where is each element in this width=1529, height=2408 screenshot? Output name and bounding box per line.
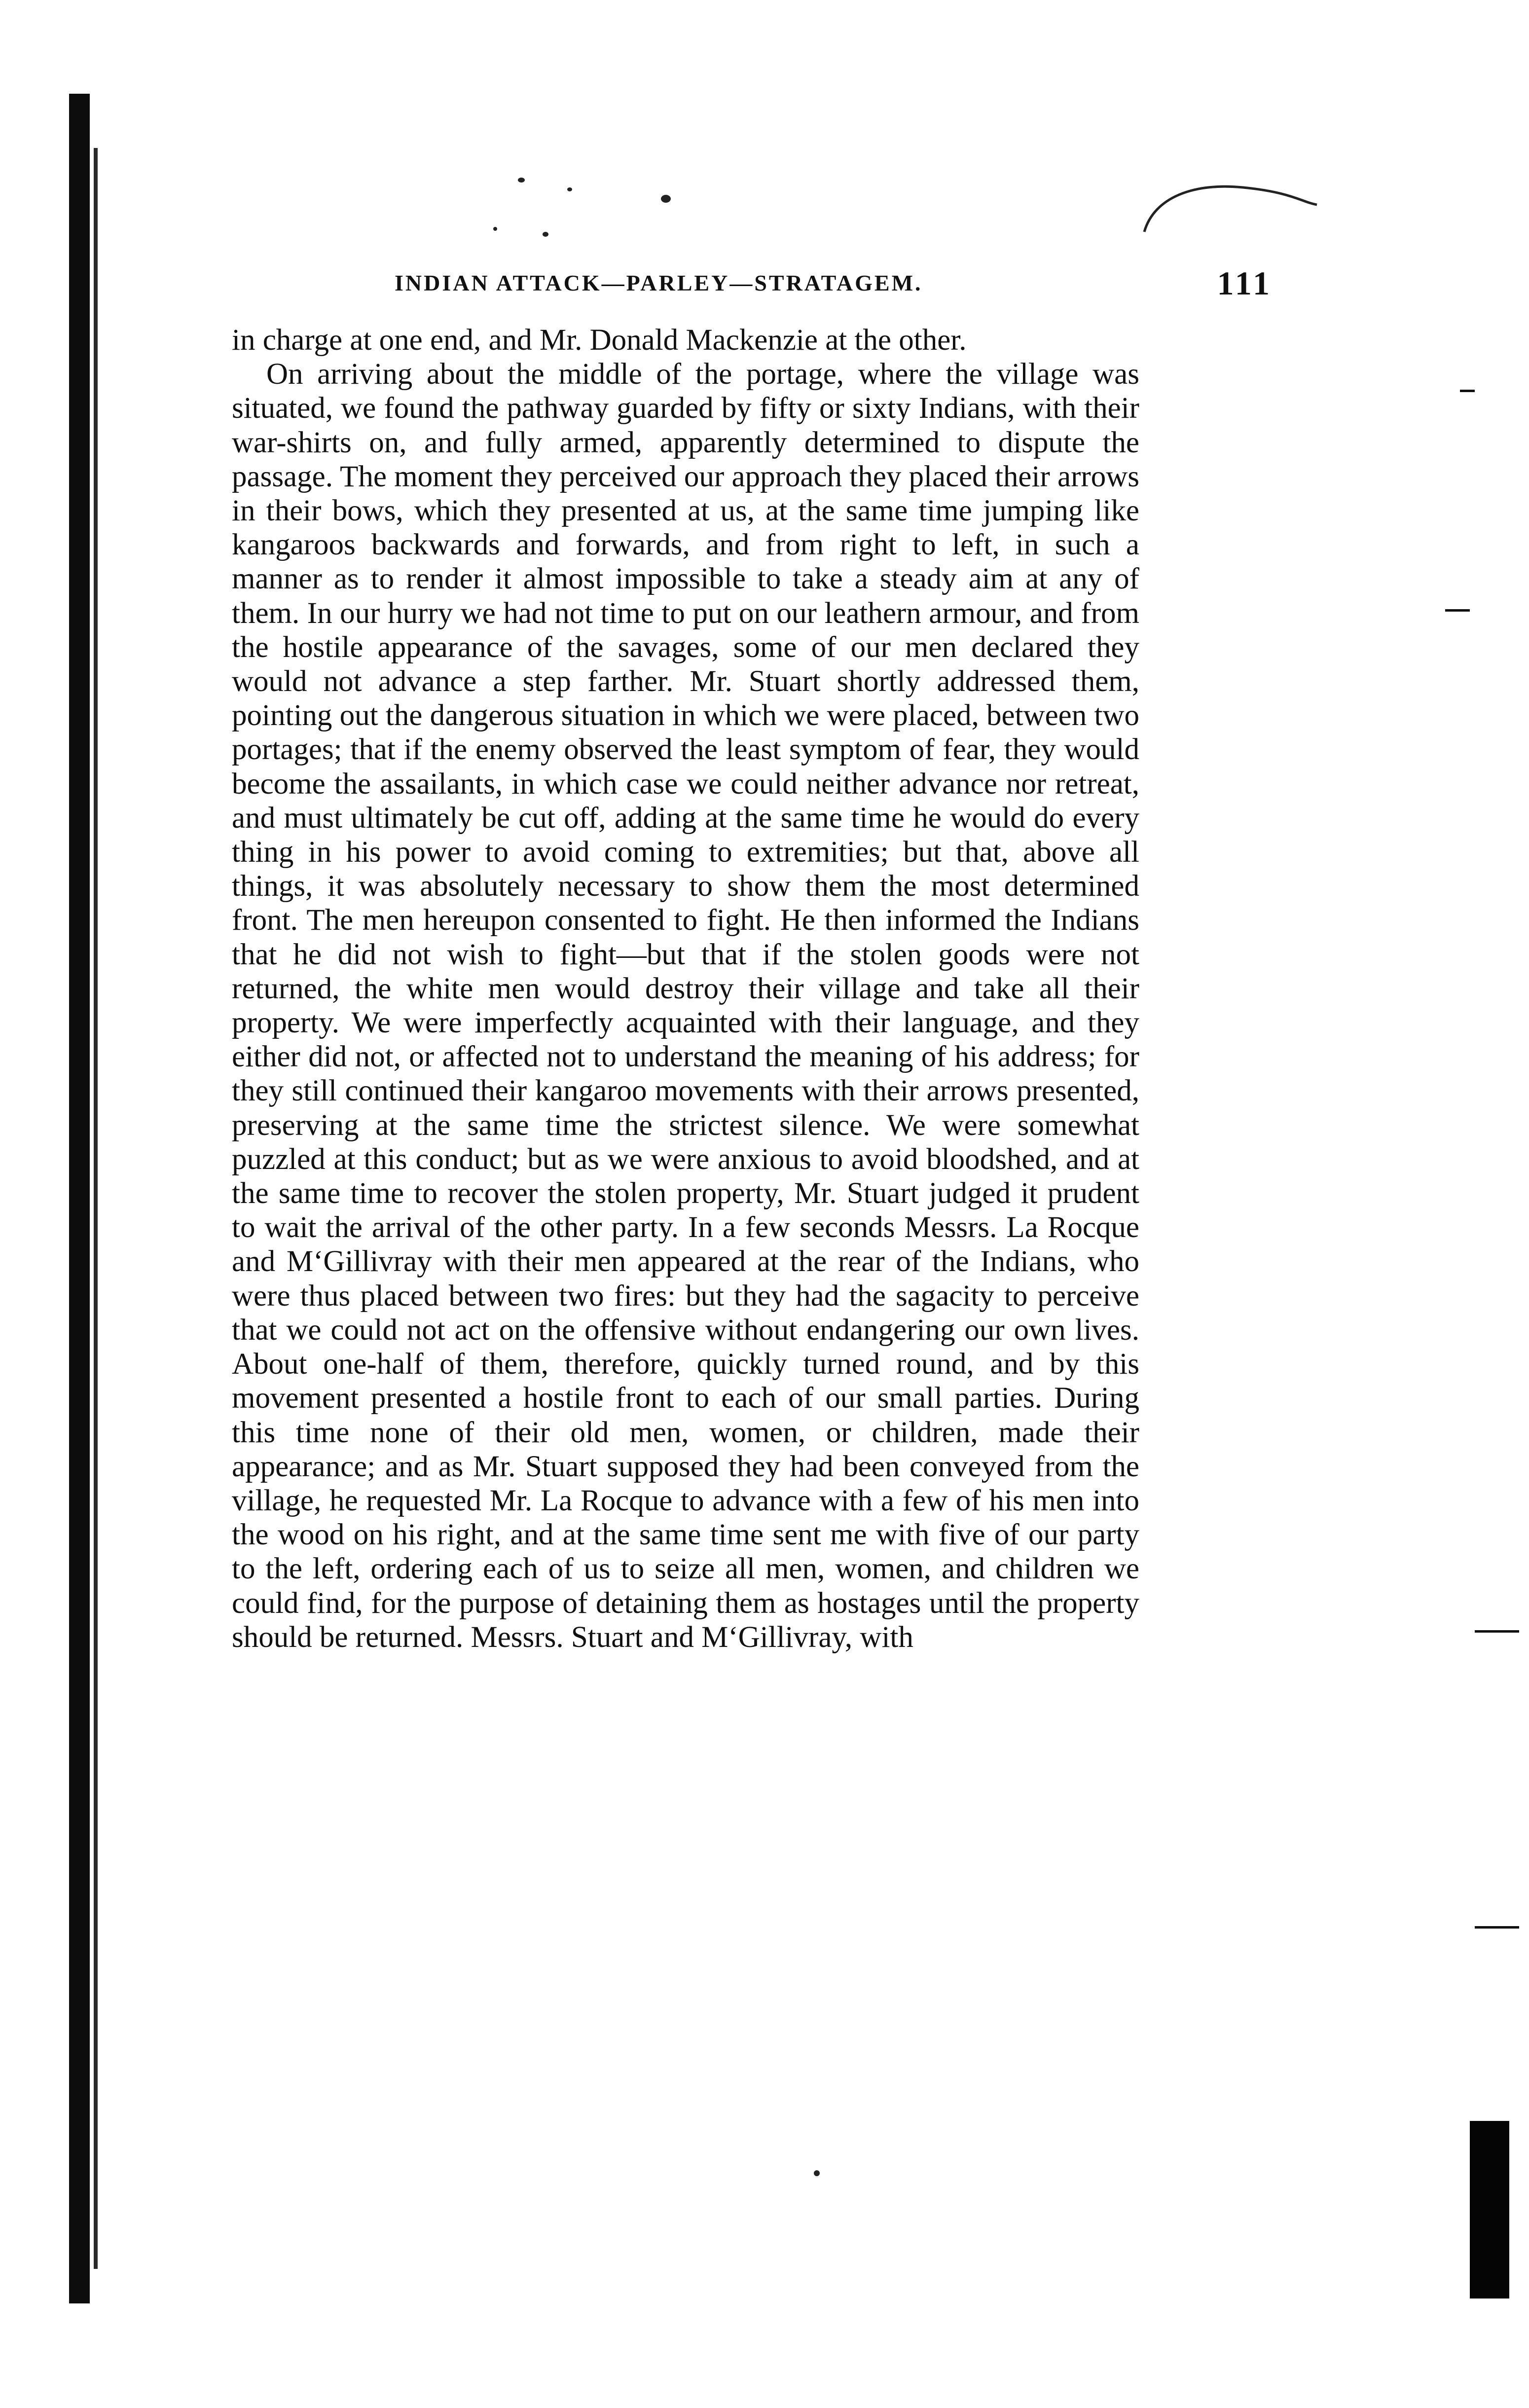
ink-speck <box>567 187 572 191</box>
edge-mark <box>1475 1630 1519 1633</box>
ink-speck <box>661 195 671 203</box>
ink-speck <box>814 2170 820 2176</box>
ink-speck <box>518 178 525 182</box>
edge-mark <box>1445 609 1470 612</box>
ink-speck <box>493 227 497 231</box>
edge-mark <box>1460 390 1475 392</box>
ink-speck <box>543 232 548 237</box>
binding-shadow <box>69 94 90 2303</box>
scan-mark-curve <box>1134 178 1322 237</box>
page-header <box>395 264 1332 303</box>
body-text <box>232 323 1139 1654</box>
edge-mark <box>1475 1926 1519 1929</box>
edge-shadow-block <box>1470 2121 1509 2299</box>
paragraph-continued: in charge at one end, and Mr. Donald Mackenzie at the other. <box>232 324 967 357</box>
binding-edge-line <box>94 148 98 2269</box>
running-head: INDIAN ATTACK—PARLEY—STRATAGEM. <box>395 270 923 295</box>
page-number: 111 <box>1217 264 1273 302</box>
paragraph: On arriving about the middle of the portage, where the village was situated, we found the pathway guarded by fifty or sixty Indians, with their war-shirts on, and fully armed, apparently determined to dispute the passage. The moment they perceived our approach they placed their arrows in their bows, which they presented at us, at the same time jumping like kangaroos backwards and forwards, and from right to left, in such a manner as to render it almost impossible to take a steady aim at any of them. In our hurry we had not time to put on our leathern armour, and from the hostile appearance of the savages, some of our men declared they would not advance a step farther. Mr. Stuart shortly addressed them, pointing out the dangerous situation in which we were placed, between two portages; that if the enemy observed the least symptom of fear, they would become the assailants, in which case we could neither advance nor retreat, and must ultimately be cut off, adding at the same time he would do every thing in his power to avoid coming to extremities; but that, above all things, it was absolutely necessary to show them the most determined front. The men hereupon consented to fight. He then informed the Indians that he did not wish to fight—but that if the stolen goods were not returned, the white men would destroy their village and take all their property. We were imperfectly acquainted with their language, and they either did not, or affected not to understand the meaning of his address; for they still continued their kangaroo movements with their arrows presented, preserving at the same time the strictest silence. We were somewhat puzzled at this conduct; but as we were anxious to avoid bloodshed, and at the same time to recover the stolen property, Mr. Stuart judged it prudent to wait the arrival of the other party. In a few seconds Messrs. La Rocque and M‘Gillivray with their men appeared at the rear of the Indians, who were thus placed between two fires: but they had the sagacity to perceive that we could not act on the offensive without endangering our own lives. About one-half of them, therefore, quickly turned round, and by this movement presented a hostile front to each of our small parties. During this time none of their old men, women, or children, made their appearance; and as Mr. Stuart supposed they had been conveyed from the village, he requested Mr. La Rocque to advance with a few of his men into the wood on his right, and at the same time sent me with five of our party to the left, ordering each of us to seize all men, women, and children we could find, for the purpose of detaining them as hostages until the property should be returned. Messrs. Stuart and M‘Gillivray, with <box>232 358 1140 1654</box>
